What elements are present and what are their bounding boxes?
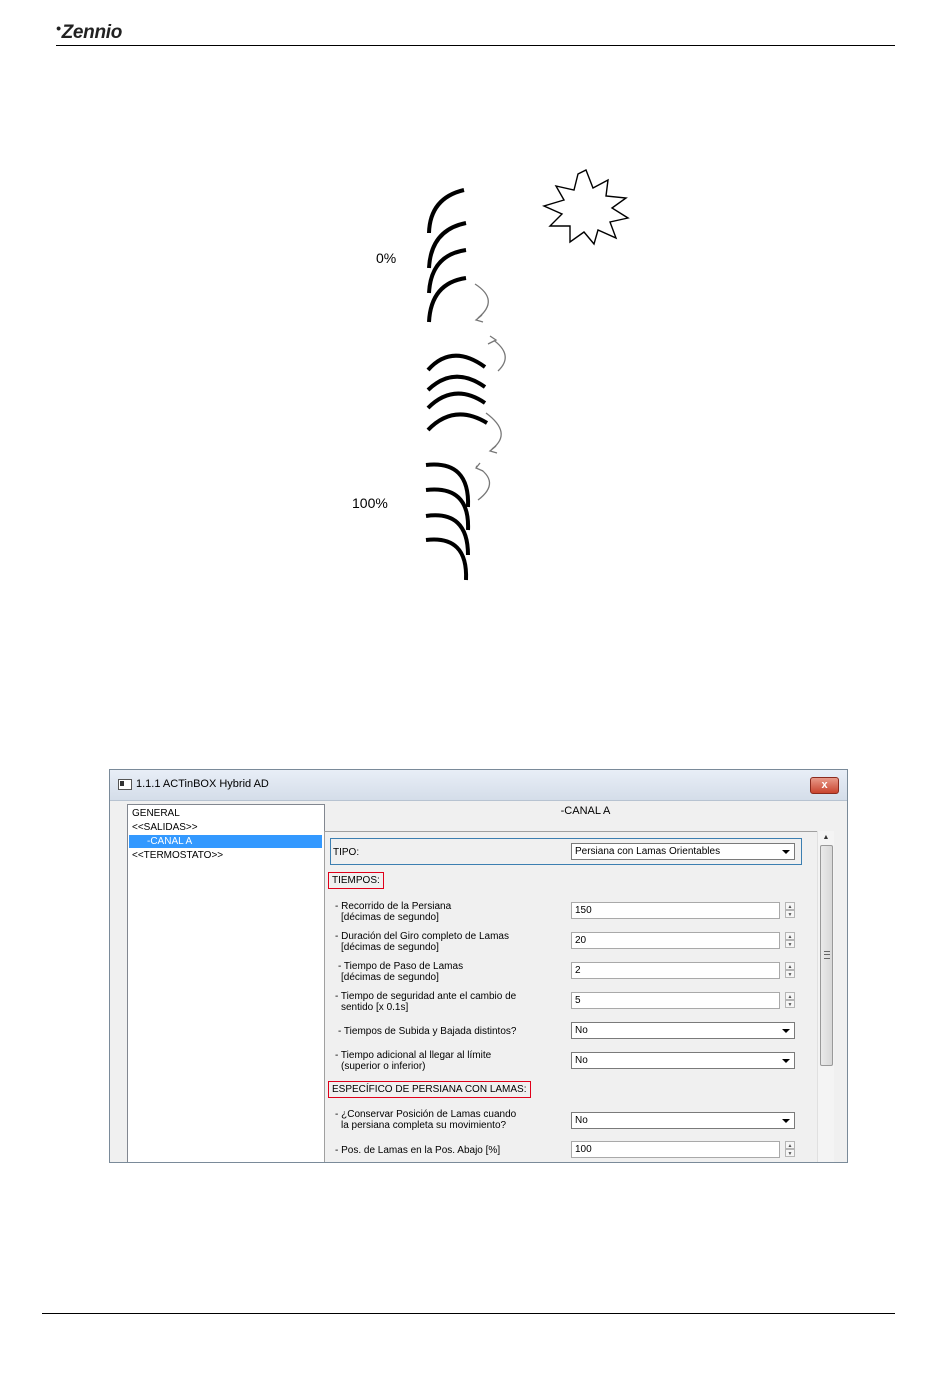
slat (426, 515, 468, 555)
spin-down-icon[interactable]: ▼ (785, 970, 795, 978)
rotate-arrow-icon (486, 413, 501, 449)
slat (428, 377, 485, 390)
recorrido-input[interactable]: 150 (571, 902, 780, 919)
conservar-posicion-select[interactable]: No (571, 1112, 795, 1129)
arrow-head (476, 463, 483, 471)
slat (429, 278, 466, 322)
scroll-thumb[interactable] (820, 845, 833, 1066)
section-tiempos: TIEMPOS: (328, 872, 384, 889)
giro-stepper[interactable] (785, 932, 797, 949)
slat (426, 540, 466, 581)
chevron-down-icon (782, 1059, 790, 1063)
footer-rule (42, 1313, 895, 1314)
tiempo-adicional-select[interactable]: No (571, 1052, 795, 1069)
chevron-down-icon (782, 1029, 790, 1033)
arrow-head (488, 336, 496, 344)
rotate-arrow-icon (475, 284, 488, 318)
slat (426, 490, 468, 531)
sun-burst-icon (544, 170, 628, 244)
tipo-label: TIPO: (333, 847, 360, 858)
grip-icon (824, 951, 830, 959)
slats-closed (426, 465, 468, 580)
field-sublabel: sentido [x 0.1s] (341, 1002, 409, 1013)
parameter-tree (127, 804, 325, 1163)
tree-item-salidas[interactable]: <<SALIDAS>> (132, 822, 198, 833)
tipo-select[interactable]: Persiana con Lamas Orientables (571, 843, 795, 860)
field-label: - Recorrido de la Persiana (335, 901, 452, 912)
chevron-down-icon (782, 850, 790, 854)
field-label: - Duración del Giro completo de Lamas (335, 931, 509, 942)
spin-down-icon[interactable]: ▼ (785, 910, 795, 918)
slats-open (429, 190, 466, 322)
spin-down-icon[interactable]: ▼ (785, 940, 795, 948)
spin-down-icon[interactable]: ▼ (785, 1149, 795, 1157)
slat (428, 394, 485, 408)
spin-down-icon[interactable]: ▼ (785, 1000, 795, 1008)
window-icon (118, 779, 132, 790)
tree-item-termostato[interactable]: <<TERMOSTATO>> (132, 850, 224, 861)
field-label: - Tiempos de Subida y Bajada distintos? (338, 1026, 517, 1037)
pos-lamas-stepper[interactable] (785, 1141, 797, 1158)
parameters-panel (324, 831, 820, 1163)
seguridad-input[interactable]: 5 (571, 992, 780, 1009)
chevron-down-icon (782, 1119, 790, 1123)
recorrido-stepper[interactable] (785, 902, 797, 919)
spin-up-icon[interactable]: ▲ (785, 932, 795, 940)
section-especifico: ESPECÍFICO DE PERSIANA CON LAMAS: (328, 1081, 531, 1098)
slat-diagram-svg (330, 160, 650, 590)
scroll-up-icon[interactable]: ▲ (822, 834, 830, 841)
spin-up-icon[interactable]: ▲ (785, 992, 795, 1000)
pos-lamas-input[interactable]: 100 (571, 1141, 780, 1158)
zennio-logo: •Zennio (56, 20, 123, 43)
slat (429, 223, 466, 268)
page-title: -CANAL A (560, 805, 611, 817)
field-sublabel: [décimas de segundo] (341, 912, 439, 923)
header-rule (56, 45, 895, 46)
tree-item-canal-a[interactable]: -CANAL A (129, 835, 322, 848)
slat (428, 414, 487, 430)
rotate-arrow-icon (492, 339, 505, 371)
closed-percent-label: 100% (352, 495, 388, 511)
spin-up-icon[interactable]: ▲ (785, 962, 795, 970)
tree-item-general[interactable]: GENERAL (132, 808, 180, 819)
vertical-scrollbar[interactable] (817, 831, 834, 1162)
rotation-arrows (475, 284, 505, 500)
dialog-title: 1.1.1 ACTinBOX Hybrid AD (136, 778, 269, 790)
slat (428, 356, 485, 370)
subida-bajada-select[interactable]: No (571, 1022, 795, 1039)
field-sublabel: la persiana completa su movimiento? (341, 1120, 507, 1131)
paso-stepper[interactable] (785, 962, 797, 979)
spin-up-icon[interactable]: ▲ (785, 1141, 795, 1149)
field-sublabel: [décimas de segundo] (341, 942, 439, 953)
field-label: - Tiempo de Paso de Lamas (338, 961, 464, 972)
giro-input[interactable]: 20 (571, 932, 780, 949)
field-label: - Pos. de Lamas en la Pos. Abajo [%] (335, 1145, 501, 1156)
seguridad-stepper[interactable] (785, 992, 797, 1009)
field-label: - Tiempo de seguridad ante el cambio de (335, 991, 517, 1002)
field-sublabel: [décimas de segundo] (341, 972, 439, 983)
slat-diagram (330, 160, 650, 590)
slats-half (428, 356, 487, 430)
field-sublabel: (superior o inferior) (341, 1061, 426, 1072)
open-percent-label: 0% (376, 250, 397, 266)
field-label: - Tiempo adicional al llegar al límite (335, 1050, 492, 1061)
paso-input[interactable]: 2 (571, 962, 780, 979)
spin-up-icon[interactable]: ▲ (785, 902, 795, 910)
parameters-dialog (109, 769, 848, 1163)
close-button[interactable]: x (810, 777, 839, 794)
field-label: - ¿Conservar Posición de Lamas cuando (335, 1109, 517, 1120)
dialog-titlebar[interactable] (110, 770, 847, 801)
